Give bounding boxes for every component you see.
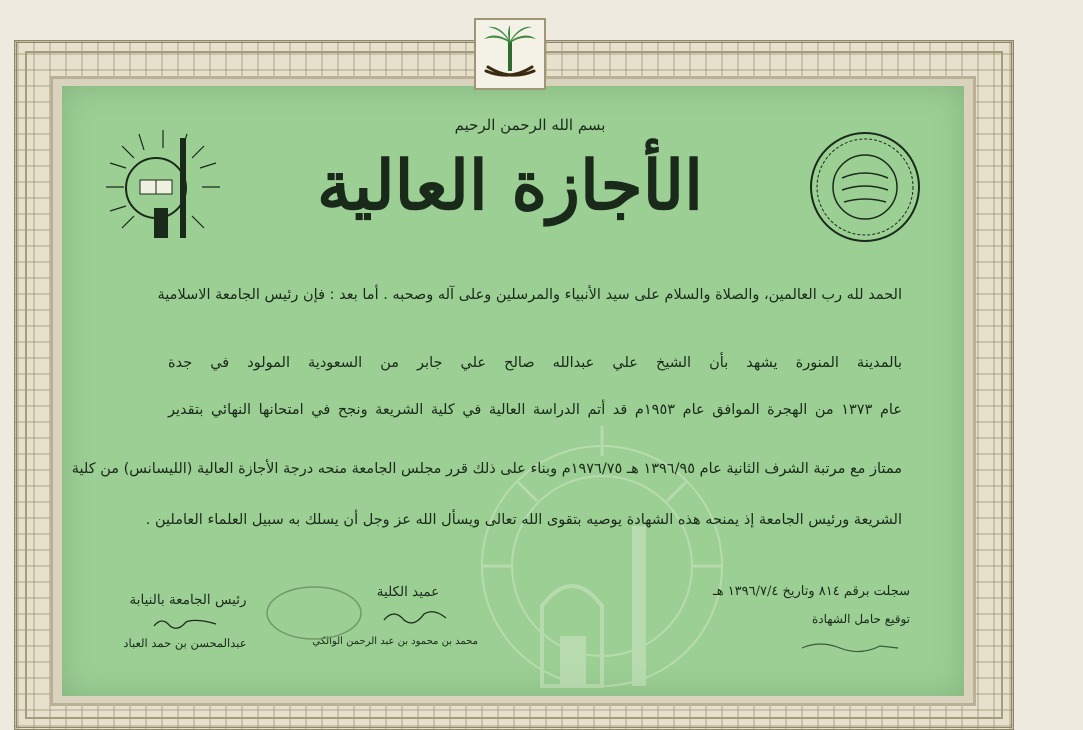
holder-signature-label: توقيع حامل الشهادة: [811, 612, 910, 626]
body-line: الشريعة ورئيس الجامعة إذ يمنحه هذه الشهادة يوصيه بتقوى الله تعالى ويسأل الله عز وجل أن يسلك به سبيل العلماء العاملين .: [145, 512, 902, 528]
president-signature: [150, 614, 220, 634]
body-line: بالمدينة المنورة يشهد بأن الشيخ علي عبدالله صالح علي جابر من السعودية المولود في جدة: [168, 355, 902, 371]
holder-signature: [800, 636, 900, 656]
body-line: الحمد لله رب العالمين، والصلاة والسلام على سيد الأنبياء والمرسلين وعلى آله وصحبه . أما بعد : فإن رئيس الجامعة الاسلامية: [157, 287, 902, 303]
basmala: بسم الله الرحمن الرحيم: [454, 116, 606, 134]
dean-name: محمد بن محمود بن عبد الرحمن الوالكي: [312, 636, 478, 647]
palm-and-swords-emblem-icon: [474, 18, 546, 90]
body-line: عام ١٣٧٣ من الهجرة الموافق عام ١٩٥٣م قد أتم الدراسة العالية في كلية الشريعة ونجح في امتحانها النهائي بتقدير: [168, 402, 902, 418]
president-name: عبدالمحسن بن حمد العباد: [123, 636, 247, 650]
certificate-title: الأجازة العالية: [316, 146, 704, 226]
university-seal-icon: [806, 128, 924, 246]
registration-number: سجلت برقم ٨١٤ وتاريخ ١٣٩٦/٧/٤ هـ: [712, 584, 910, 599]
dean-title: عميد الكلية: [376, 584, 440, 600]
dean-signature: [380, 606, 450, 628]
faded-stamp: [264, 584, 364, 642]
university-logo-icon: [104, 128, 222, 246]
body-line: ممتاز مع مرتبة الشرف الثانية عام ١٣٩٦/٩٥ هـ ١٩٧٦/٧٥م وبناء على ذلك قرر مجلس الجامعة منحه درجة الأجازة العالية (الليسانس) من كلية: [71, 461, 902, 477]
president-title: رئيس الجامعة بالنيابة: [129, 592, 247, 608]
